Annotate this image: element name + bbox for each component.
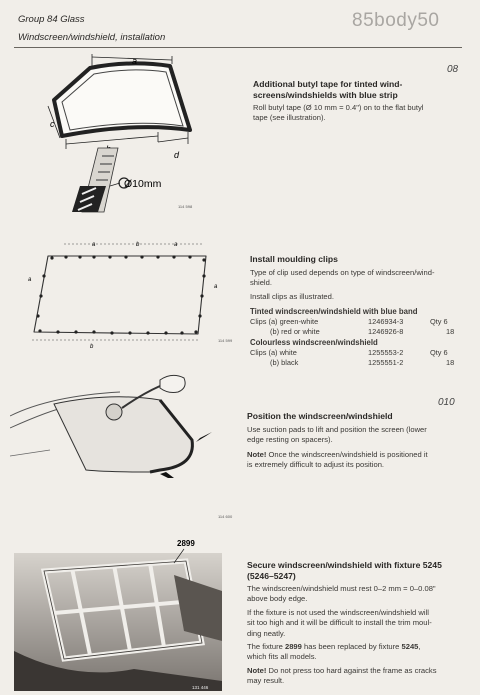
tinted-subheading: Tinted windscreen/windshield with blue band	[250, 307, 418, 316]
table-row: Clips (a) green-white 1246934-3 Qty 6	[250, 317, 448, 326]
tape-diameter-label: Ø10mm	[124, 178, 162, 190]
fixture-photo	[14, 531, 242, 691]
section-body-08	[253, 103, 423, 124]
heading-line-1: Secure windscreen/windshield with fixture 5245	[247, 560, 442, 570]
body-line: shield.	[250, 278, 272, 288]
arrow-icon	[196, 432, 212, 442]
fig-code-08: 114 598	[178, 204, 193, 209]
step-number-08: 08	[447, 64, 459, 75]
watermark: 85body50	[352, 10, 440, 31]
body-line: edge resting on spacers).	[247, 435, 333, 445]
body-line: If the fixture is not used the windscreen/windshield will	[247, 607, 429, 617]
body-line: tape (see illustration).	[253, 113, 326, 123]
body-line: ding neatly.	[247, 628, 286, 638]
header-divider	[14, 47, 462, 48]
note-line: Note! Once the windscreen/windshield is positioned it	[247, 449, 428, 459]
page-subtitle: Windscreen/windshield, installation	[18, 32, 166, 43]
screen-outline	[34, 256, 206, 334]
body-line: Roll butyl tape (Ø 10 mm = 0.4") on to the flat butyl	[253, 103, 424, 112]
clip-markers	[36, 255, 205, 334]
windscreen-outline	[54, 63, 190, 136]
section-heading-10: Position the windscreen/windshield	[247, 411, 393, 421]
butyl-tape-figure	[40, 52, 220, 217]
group-title: Group 84 Glass	[18, 14, 85, 25]
fig-code-09: 114 599	[218, 338, 233, 343]
clip-label-a-right: a	[214, 284, 218, 290]
clip-label-a-top-2: a	[174, 242, 178, 248]
body-line: Install clips as illustrated.	[250, 291, 334, 301]
dim-label-a: a	[132, 56, 138, 66]
colourless-subheading: Colourless windscreen/windshield	[250, 338, 378, 347]
table-row: (b) red or white 1246926-8 18	[270, 327, 455, 336]
body-line: The fixture 2899 has been replaced by fixture 5245,	[247, 642, 421, 652]
position-windscreen-figure	[10, 366, 242, 526]
suction-cup-icon	[106, 404, 122, 420]
heading-line-2: screens/windshields with blue strip	[253, 90, 398, 100]
body-line: above body edge.	[247, 594, 308, 604]
fig-code-10: 114 600	[218, 514, 233, 519]
clip-parts-table	[250, 307, 460, 368]
clip-label-a-top: a	[92, 242, 96, 248]
section-heading-11	[247, 560, 442, 582]
clip-label-b-bottom: b	[90, 344, 94, 350]
section-heading-09: Install moulding clips	[250, 254, 338, 264]
body-line: is extremely difficult to adjust its position.	[247, 460, 385, 470]
fixture-label-2899: 2899	[177, 539, 195, 548]
clip-label-b-top: b	[136, 242, 140, 248]
fig-code-11: 131 446	[192, 685, 209, 690]
moulding-clips-figure	[18, 236, 238, 356]
heading-line-2: (5246–5247)	[247, 571, 296, 581]
note-line: Note! Do not press too hard against the frame as cracks	[247, 665, 437, 675]
body-line: may result.	[247, 676, 285, 686]
section-body-11	[247, 584, 437, 687]
step-number-10: 010	[438, 397, 455, 408]
section-body-09	[250, 268, 434, 302]
arrow-icon	[160, 472, 174, 478]
dim-label-c: c	[50, 119, 55, 129]
body-line: sit too high and it will be difficult to install the trim moul-	[247, 618, 432, 628]
section-heading-08	[253, 79, 402, 101]
body-line: Type of clip used depends on type of windscreen/wind-	[250, 268, 435, 277]
body-line: The windscreen/windshield must rest 0–2 mm = 0–0.08"	[247, 584, 436, 593]
body-line: which fits all models.	[247, 652, 317, 662]
section-body-10	[247, 425, 428, 471]
hand-icon	[160, 375, 185, 392]
table-row: (b) black 1255551-2 18	[270, 358, 455, 367]
body-line: Use suction pads to lift and position the screen (lower	[247, 425, 427, 434]
dim-label-d: d	[174, 150, 180, 160]
table-row: Clips (a) white 1255553-2 Qty 6	[250, 348, 448, 357]
heading-line-1: Additional butyl tape for tinted wind-	[253, 79, 403, 89]
clip-label-a-side: a	[28, 277, 32, 283]
